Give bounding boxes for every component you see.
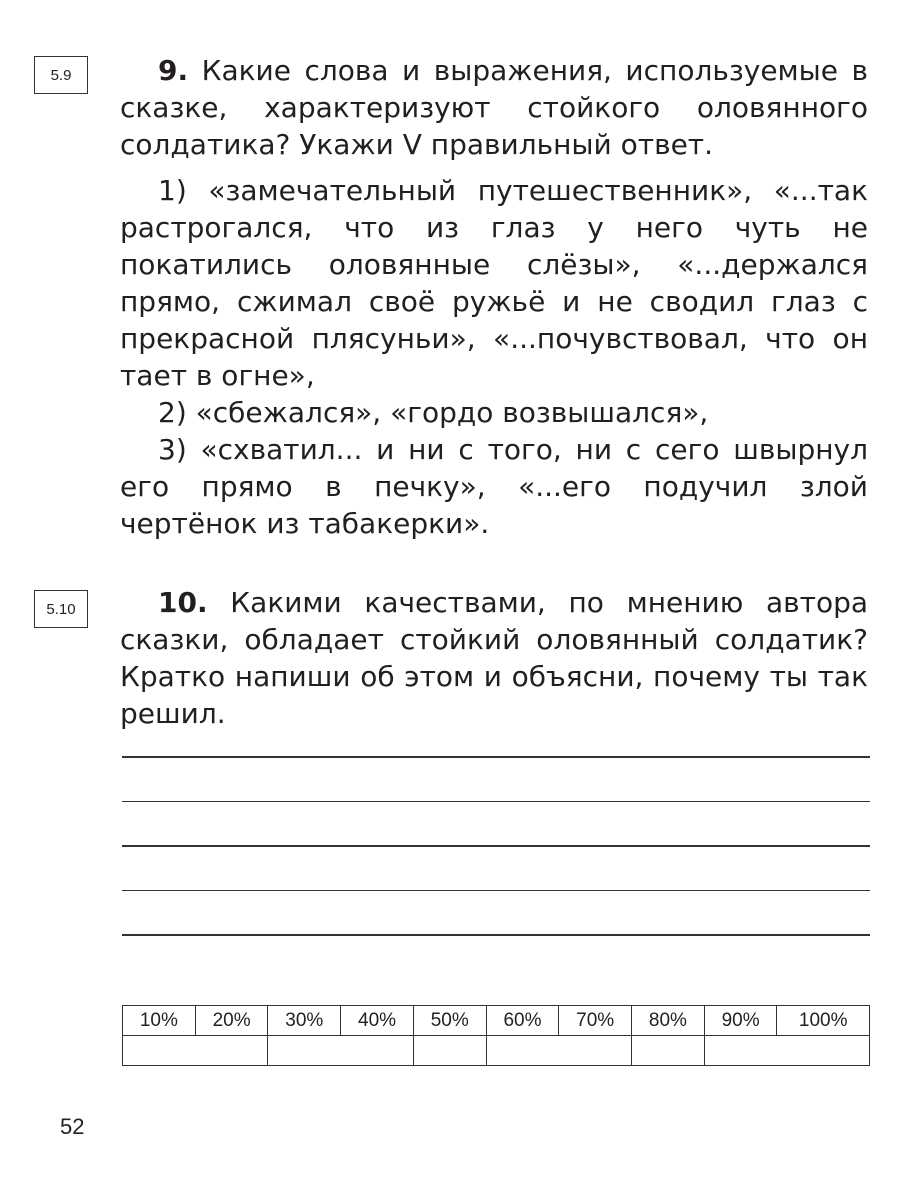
score-mark-cell[interactable] xyxy=(123,1036,268,1066)
score-mark-row xyxy=(123,1036,870,1066)
task-number: 9. xyxy=(158,54,189,87)
answer-line[interactable] xyxy=(122,801,870,803)
score-label: 60% xyxy=(486,1006,559,1036)
score-label: 30% xyxy=(268,1006,341,1036)
score-table xyxy=(122,1005,870,1066)
task-9-question xyxy=(120,52,868,163)
score-label: 80% xyxy=(632,1006,705,1036)
answer-line[interactable] xyxy=(122,934,870,936)
score-label: 20% xyxy=(195,1006,268,1036)
score-label: 70% xyxy=(559,1006,632,1036)
answer-line[interactable] xyxy=(122,890,870,892)
task-10-question xyxy=(120,584,868,732)
task-number: 10. xyxy=(158,586,208,619)
score-label: 10% xyxy=(123,1006,196,1036)
score-mark-cell[interactable] xyxy=(704,1036,869,1066)
answer-option-3[interactable]: 3) «схватил... и ни с того, ни с сего швырнул его прямо в печку», «...его подучил злой чертёнок из табакерки». xyxy=(120,433,868,540)
answer-option-1[interactable]: 1) «замечательный путешественник», «...так растрогался, что из глаз у него чуть не покатились оловянные слёзы», «...держался прямо, сжимал своё ружьё и не сводил глаз с прекрасной плясуньи», «...почувствовал, что он тает в огне», xyxy=(120,174,868,392)
score-mark-cell[interactable] xyxy=(268,1036,413,1066)
score-label: 40% xyxy=(341,1006,414,1036)
task-question-text: Какими качествами, по мнению автора сказки, обладает стойкий оловянный солдатик? Кратко напиши об этом и объясни, почему ты так решил. xyxy=(120,586,869,730)
answer-option-2[interactable]: 2) «сбежался», «гордо возвышался», xyxy=(158,396,709,429)
answer-line[interactable] xyxy=(122,845,870,847)
task-9 xyxy=(120,52,868,542)
page-number: 52 xyxy=(60,1114,85,1139)
score-mark-cell[interactable] xyxy=(413,1036,486,1066)
score-label: 50% xyxy=(413,1006,486,1036)
answer-writing-area[interactable] xyxy=(122,756,870,979)
score-mark-cell[interactable] xyxy=(486,1036,631,1066)
score-mark-cell[interactable] xyxy=(632,1036,705,1066)
score-label: 100% xyxy=(777,1006,870,1036)
task-code: 5.9 xyxy=(50,66,72,84)
answer-line[interactable] xyxy=(122,756,870,758)
task-10 xyxy=(120,584,868,732)
task-code-badge xyxy=(34,56,88,94)
score-header-row xyxy=(123,1006,870,1036)
task-code-badge xyxy=(34,590,88,628)
task-question-text: Какие слова и выражения, используемые в сказке, характеризуют стойкого оловянного солдатика? Укажи V правильный ответ. xyxy=(120,54,868,161)
score-label: 90% xyxy=(704,1006,777,1036)
task-code: 5.10 xyxy=(46,600,76,618)
